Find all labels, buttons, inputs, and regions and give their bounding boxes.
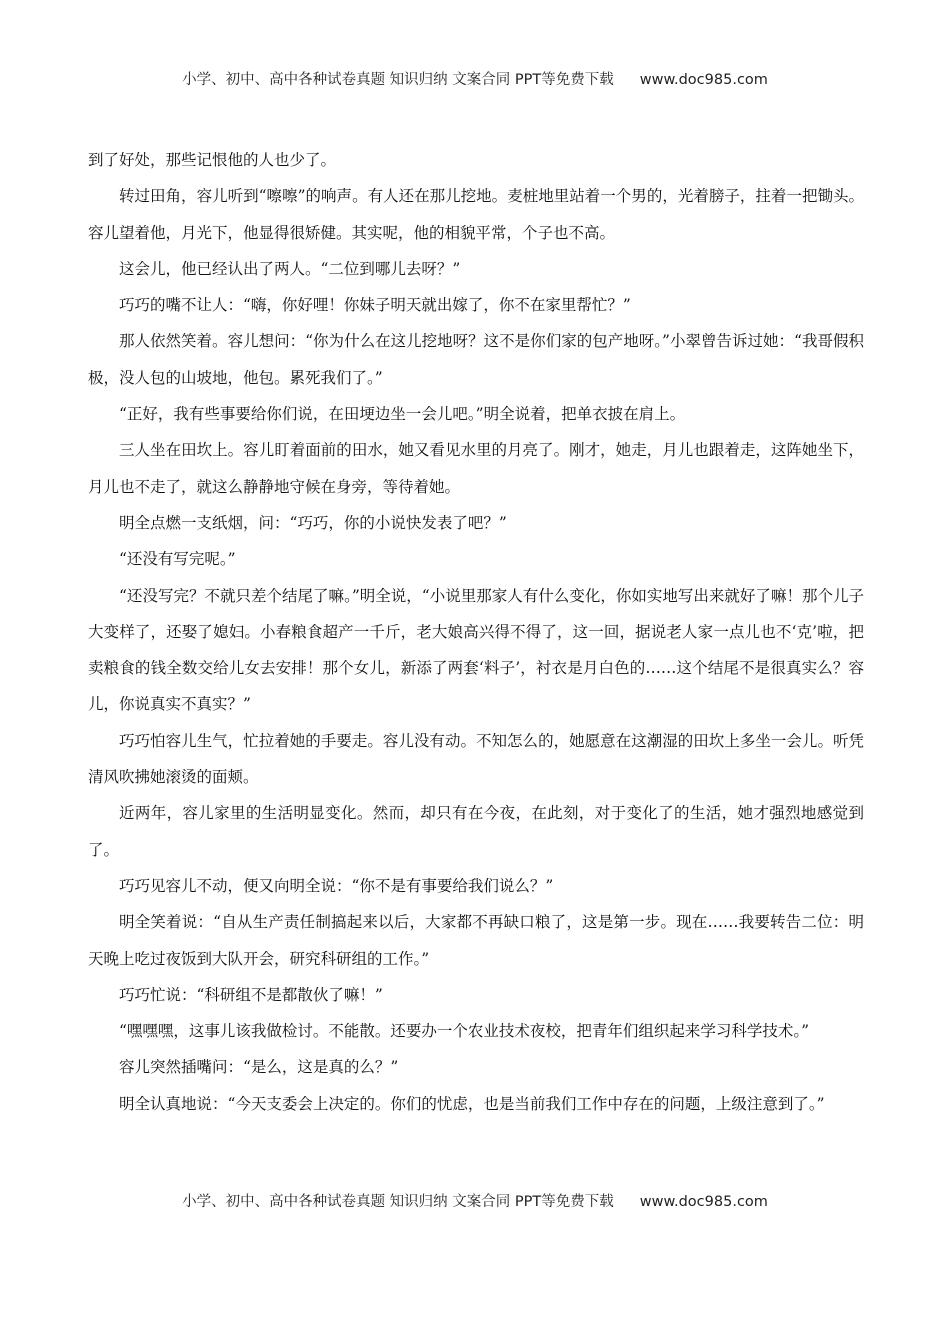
paragraph: 巧巧的嘴不让人：“嗨，你好哩！你妹子明天就出嫁了，你不在家里帮忙？” <box>119 296 631 315</box>
paragraph: 明全认真地说：“今天支委会上决定的。你们的忧虑，也是当前我们工作中存在的问题，上级注意到了。” <box>119 1094 825 1113</box>
paragraph: “正好，我有些事要给你们说，在田埂边坐一会儿吧。”明全说着，把单衣披在肩上。 <box>119 405 686 424</box>
paragraph: 巧巧忙说：“科研组不是都散伙了嘛！” <box>119 985 383 1004</box>
paragraph: “还没有写完呢。” <box>119 550 236 569</box>
paragraph: 三人坐在田坎上。容儿盯着面前的田水，她又看见水里的月亮了。刚才，她走，月儿也跟着走，这阵她坐下，月儿也不走了，就这么静静地守候在身旁，等待着她。 <box>88 441 864 496</box>
document-body <box>88 142 864 1122</box>
paragraph: “嘿嘿嘿，这事儿该我做检讨。不能散。还要办一个农业技术夜校，把青年们组织起来学习科学技术。” <box>119 1022 810 1041</box>
paragraph: 巧巧见容儿不动，便又向明全说：“你不是有事要给我们说么？” <box>119 876 554 895</box>
header-url[interactable]: www.doc985.com <box>639 72 768 88</box>
footer-url[interactable]: www.doc985.com <box>639 1194 768 1210</box>
paragraph: 明全点燃一支纸烟，问：“巧巧，你的小说快发表了吧？” <box>119 513 507 532</box>
paragraph: 到了好处，那些记恨他的人也少了。 <box>88 151 337 169</box>
header-text: 小学、初中、高中各种试卷真题 知识归纳 文案合同 PPT等免费下载 <box>182 72 614 88</box>
page-header <box>0 68 950 89</box>
footer-text: 小学、初中、高中各种试卷真题 知识归纳 文案合同 PPT等免费下载 <box>182 1194 614 1210</box>
paragraph: “还没写完？不就只差个结尾了嘛。”明全说，“小说里那家人有什么变化，你如实地写出来就好了嘛！那个儿子大变样了，还娶了媳妇。小春粮食超产一千斤，老大娘高兴得不得了，这一回，据说老人家一点儿也不‘克’啦，把卖粮食的钱全数交给儿女去安排！那个女儿，新添了两套‘料子’，衬衣是月白色的……这个结尾不是很真实么？容儿，你说真实不真实？” <box>88 586 864 714</box>
paragraph: 转过田角，容儿听到“嚓嚓”的响声。有人还在那儿挖地。麦桩地里站着一个男的，光着膀子，拄着一把锄头。容儿望着他，月光下，他显得很矫健。其实呢，他的相貌平常，个子也不高。 <box>88 187 864 242</box>
paragraph: 容儿突然插嘴问：“是么，这是真的么？” <box>119 1058 399 1077</box>
paragraph: 那人依然笑着。容儿想问：“你为什么在这儿挖地呀？这不是你们家的包产地呀。”小翠曾告诉过她：“我哥假积极，没人包的山坡地，他包。累死我们了。” <box>88 332 864 387</box>
page-footer <box>0 1190 950 1211</box>
paragraph: 巧巧怕容儿生气，忙拉着她的手要走。容儿没有动。不知怎么的，她愿意在这潮湿的田坎上多坐一会儿。听凭清风吹拂她滚烫的面颊。 <box>88 731 864 787</box>
paragraph: 近两年，容儿家里的生活明显变化。然而，却只有在今夜，在此刻，对于变化了的生活，她才强烈地感觉到了。 <box>88 804 864 859</box>
paragraph: 这会儿，他已经认出了两人。“二位到哪儿去呀？” <box>119 259 461 278</box>
paragraph: 明全笑着说：“自从生产责任制搞起来以后，大家都不再缺口粮了，这是第一步。现在……我要转告二位：明天晚上吃过夜饭到大队开会，研究科研组的工作。” <box>88 913 864 968</box>
